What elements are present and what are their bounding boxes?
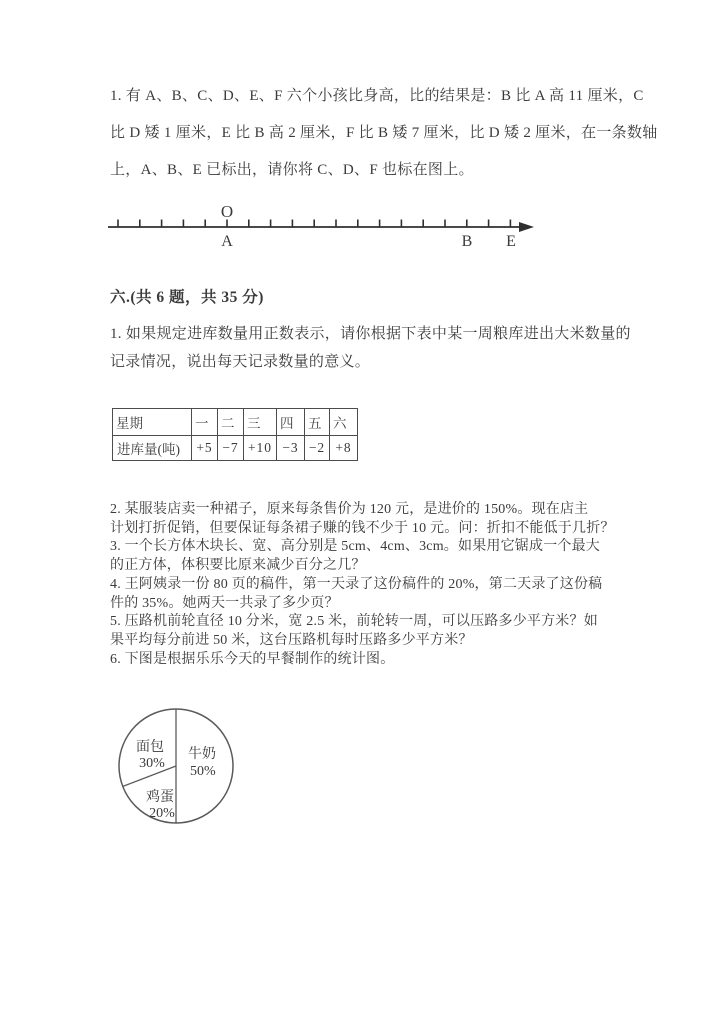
section-six-heading: 六.(共 6 题，共 35 分) bbox=[110, 289, 264, 306]
pie-label-milk-name: 牛奶 bbox=[188, 747, 216, 762]
word-problems-block bbox=[110, 501, 685, 669]
table-cell: −2 bbox=[305, 436, 330, 461]
point-b-label: B bbox=[461, 233, 473, 250]
origin-label: O bbox=[220, 202, 234, 221]
pie-label-egg-name: 鸡蛋 bbox=[146, 790, 174, 805]
pie-label-bread-pct: 30% bbox=[139, 756, 165, 771]
warehouse-record-table bbox=[112, 408, 358, 461]
question-line: 果平均每分前进 50 米，这台压路机每时压路多少平方米？ bbox=[110, 632, 473, 648]
question-line: 上，A、B、E 已标出，请你将 C、D、F 也标在图上。 bbox=[110, 162, 474, 178]
table-cell: +8 bbox=[330, 436, 358, 461]
table-cell: 五 bbox=[305, 409, 330, 436]
table-cell: 星期 bbox=[113, 409, 192, 436]
table-cell: 二 bbox=[218, 409, 244, 436]
breakfast-pie-chart bbox=[112, 702, 272, 834]
table-cell: 四 bbox=[277, 409, 305, 436]
question-line: 4. 王阿姨录一份 80 页的稿件，第一天录了这份稿件的 20%，第二天录了这份稿 bbox=[110, 576, 603, 592]
question-height-text bbox=[110, 78, 670, 189]
table-row bbox=[113, 409, 358, 436]
number-line-ticks bbox=[118, 220, 510, 228]
question-line: 记录情况，说出每天记录数量的意义。 bbox=[110, 354, 371, 370]
number-line-arrowhead bbox=[519, 222, 534, 232]
point-a-label: A bbox=[221, 233, 233, 250]
table-cell: +5 bbox=[192, 436, 218, 461]
question-line: 1. 有 A、B、C、D、E、F 六个小孩比身高，比的结果是：B 比 A 高 11 厘米，C bbox=[110, 88, 644, 104]
section-six-question1-text bbox=[110, 320, 670, 376]
pie-label-milk-pct: 50% bbox=[190, 764, 216, 779]
table-cell: −7 bbox=[218, 436, 244, 461]
table-cell: −3 bbox=[277, 436, 305, 461]
question-line: 计划打折促销，但要保证每条裙子赚的钱不少于 10 元。问：折扣不能低于几折？ bbox=[110, 520, 615, 536]
table-cell: +10 bbox=[244, 436, 277, 461]
point-e-label: E bbox=[506, 233, 516, 250]
question-line: 6. 下图是根据乐乐今天的早餐制作的统计图。 bbox=[110, 651, 395, 667]
table-cell: 三 bbox=[244, 409, 277, 436]
question-line: 的正方体，体积要比原来减少百分之几？ bbox=[110, 558, 366, 574]
question-line: 件的 35%。她两天一共录了多少页？ bbox=[110, 595, 339, 611]
pie-label-bread-name: 面包 bbox=[136, 740, 164, 755]
table-cell: 一 bbox=[192, 409, 218, 436]
question-line: 2. 某服装店卖一种裙子，原来每条售价为 120 元，是进价的 150%。现在店主 bbox=[110, 502, 589, 517]
question-line: 比 D 矮 1 厘米，E 比 B 高 2 厘米，F 比 B 矮 7 厘米，比 D 矮 2 厘米，在一条数轴 bbox=[110, 125, 658, 141]
question-line: 5. 压路机前轮直径 10 分米，宽 2.5 米，前轮转一周，可以压路多少平方米？如 bbox=[110, 614, 598, 630]
table-row bbox=[113, 436, 358, 461]
table-cell: 进库量(吨) bbox=[113, 436, 192, 461]
table-cell: 六 bbox=[330, 409, 358, 436]
pie-label-egg-pct: 20% bbox=[149, 806, 175, 821]
question-line: 3. 一个长方体木块长、宽、高分别是 5cm、4cm、3cm。如果用它锯成一个最大 bbox=[110, 539, 601, 555]
number-line-figure bbox=[100, 190, 550, 254]
question-line: 1. 如果规定进库数量用正数表示，请你根据下表中某一周粮库进出大米数量的 bbox=[110, 326, 631, 342]
